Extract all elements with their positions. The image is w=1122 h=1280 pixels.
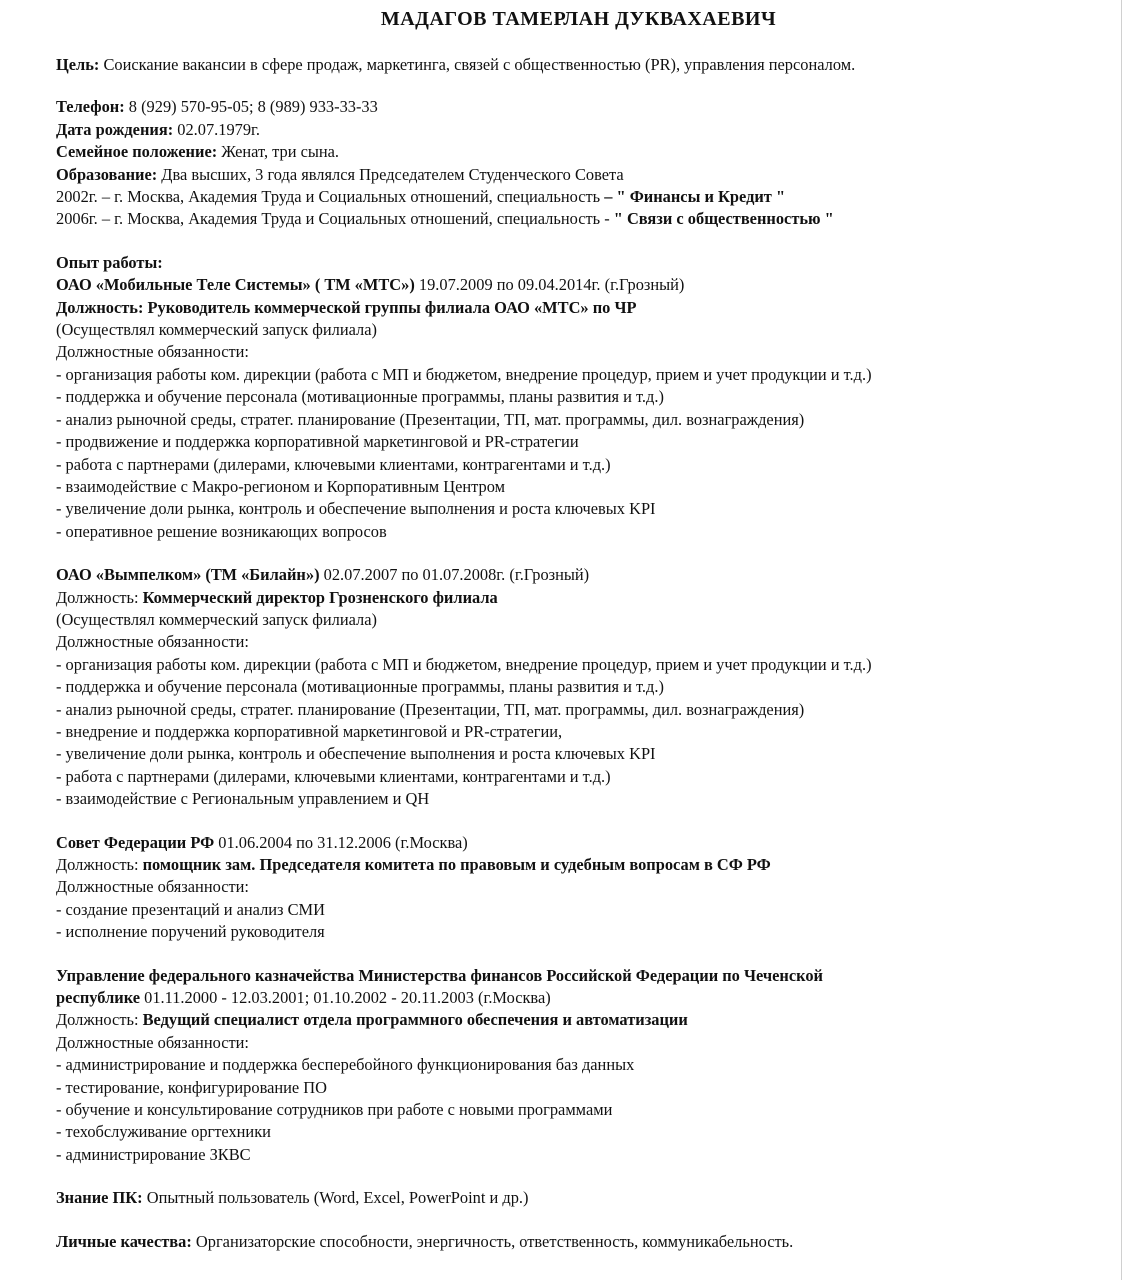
education-line xyxy=(56,164,1081,186)
birth-line xyxy=(56,119,1081,141)
job1-company-line xyxy=(56,274,1081,296)
birth-label: Дата рождения: xyxy=(56,119,174,139)
list-item: - исполнение поручений руководителя xyxy=(56,922,325,942)
list-item: - внедрение и поддержка корпоративной маркетинговой и PR-стратегии, xyxy=(56,721,563,741)
job4-company: республике xyxy=(56,988,141,1008)
education-item-text: 2006г. – г. Москва, Академия Труда и Социальных отношений, специальность - xyxy=(56,209,614,229)
education-item xyxy=(56,208,1081,230)
family-text: Женат, три сына. xyxy=(217,142,340,162)
list-item: - организация работы ком. дирекции (работа с МП и бюджетом, внедрение процедур, прием и учет продукции и т.д.) xyxy=(56,654,872,674)
goal-line xyxy=(56,54,1081,76)
job2-company-line xyxy=(56,564,1081,586)
education-item-specialty: – " Финансы и Кредит " xyxy=(604,187,786,207)
list-item: - работа с партнерами (дилерами, ключевыми клиентами, контрагентами и т.д.) xyxy=(56,454,611,474)
goal-label: Цель: xyxy=(56,55,100,74)
list-item: - техобслуживание оргтехники xyxy=(56,1122,271,1142)
list-item: - поддержка и обучение персонала (мотивационные программы, планы развития и т.д.) xyxy=(56,677,664,697)
job1-duties-label: Должностные обязанности: xyxy=(56,342,249,362)
personal-qualities-label: Личные качества: xyxy=(56,1231,192,1251)
family-line xyxy=(56,141,1081,163)
job4-position-line xyxy=(56,1009,1081,1031)
job1-position: Должность: Руководитель коммерческой группы филиала ОАО «МТС» по ЧР xyxy=(56,297,637,317)
list-item: - продвижение и поддержка корпоративной маркетинговой и PR-стратегии xyxy=(56,432,579,452)
list-item: - тестирование, конфигурирование ПО xyxy=(56,1077,327,1097)
family-label: Семейное положение: xyxy=(56,142,218,162)
experience-heading: Опыт работы: xyxy=(56,252,163,272)
job3-company-line xyxy=(56,832,1081,854)
list-item: - анализ рыночной среды, стратег. планирование (Презентации, ТП, мат. программы, дил. вознаграждения) xyxy=(56,699,805,719)
list-item: - оперативное решение возникающих вопросов xyxy=(56,521,387,541)
job4-dates: 01.11.2000 - 12.03.2001; 01.10.2002 - 20.11.2003 (г.Москва) xyxy=(140,988,551,1008)
job1-company: ОАО «Мобильные Теле Системы» ( ТМ «МТС») xyxy=(56,275,415,295)
list-item: - создание презентаций и анализ СМИ xyxy=(56,899,325,919)
birth-text: 02.07.1979г. xyxy=(173,119,260,139)
job2-duties-label: Должностные обязанности: xyxy=(56,632,249,652)
list-item: - анализ рыночной среды, стратег. планирование (Презентации, ТП, мат. программы, дил. вознаграждения) xyxy=(56,409,805,429)
list-item: - организация работы ком. дирекции (работа с МП и бюджетом, внедрение процедур, прием и учет продукции и т.д.) xyxy=(56,364,872,384)
job2-company: ОАО «Вымпелком» (ТМ «Билайн») xyxy=(56,565,320,585)
education-item xyxy=(56,186,1081,208)
job4-position: Ведущий специалист отдела программного обеспечения и автоматизации xyxy=(142,1010,688,1030)
list-item: - обучение и консультирование сотрудников при работе с новыми программами xyxy=(56,1100,613,1120)
job2-position-line xyxy=(56,587,1081,609)
education-text: Два высших, 3 года являлся Председателем Студенческого Совета xyxy=(157,164,624,184)
goal-text: Соискание вакансии в сфере продаж, маркетинга, связей с общественностью (PR), управления персоналом. xyxy=(99,55,856,74)
list-item: - взаимодействие с Региональным управлением и QH xyxy=(56,789,430,809)
job1-note: (Осуществлял коммерческий запуск филиала) xyxy=(56,320,377,340)
list-item: - взаимодействие с Макро-регионом и Корпоративным Центром xyxy=(56,476,505,496)
pc-skills-line xyxy=(56,1187,1081,1209)
personal-qualities-text: Организаторские способности, энергичность, ответственность, коммуникабельность. xyxy=(191,1231,794,1251)
phone-label: Телефон: xyxy=(56,97,125,117)
job1-dates: 19.07.2009 по 09.04.2014г. (г.Грозный) xyxy=(414,275,685,295)
job4-position-label: Должность: xyxy=(56,1010,143,1030)
list-item: - работа с партнерами (дилерами, ключевыми клиентами, контрагентами и т.д.) xyxy=(56,766,611,786)
list-item: - поддержка и обучение персонала (мотивационные программы, планы развития и т.д.) xyxy=(56,387,664,407)
job2-position: Коммерческий директор Грозненского филиала xyxy=(142,587,498,607)
job2-position-label: Должность: xyxy=(56,587,143,607)
education-label: Образование: xyxy=(56,164,158,184)
list-item: - увеличение доли рынка, контроль и обеспечение выполнения и роста ключевых KPI xyxy=(56,744,656,764)
list-item: - увеличение доли рынка, контроль и обеспечение выполнения и роста ключевых KPI xyxy=(56,499,656,519)
job3-position-line xyxy=(56,854,1081,876)
job4-duties-label: Должностные обязанности: xyxy=(56,1032,249,1052)
job4-company-line2 xyxy=(56,987,1081,1009)
phone-text: 8 (929) 570-95-05; 8 (989) 933-33-33 xyxy=(124,97,378,117)
resume-name: МАДАГОВ ТАМЕРЛАН ДУКВАХАЕВИЧ xyxy=(380,8,777,30)
job3-dates: 01.06.2004 по 31.12.2006 (г.Москва) xyxy=(214,832,468,852)
education-item-text: 2002г. – г. Москва, Академия Труда и Социальных отношений, специальность xyxy=(56,187,605,207)
list-item: - администрирование ЗКВС xyxy=(56,1144,251,1164)
job3-position-label: Должность: xyxy=(56,855,143,874)
job2-note: (Осуществлял коммерческий запуск филиала) xyxy=(56,609,377,629)
job3-position: помощник зам. Председателя комитета по правовым и судебным вопросам в СФ РФ xyxy=(142,855,771,874)
job3-company: Совет Федерации РФ xyxy=(56,832,215,852)
pc-skills-label: Знание ПК: xyxy=(56,1188,143,1208)
job3-duties-label: Должностные обязанности: xyxy=(56,877,249,897)
job4-company-line1: Управление федерального казначейства Министерства финансов Российской Федерации по Чеченской xyxy=(56,965,823,985)
education-item-specialty: " Связи с общественностью " xyxy=(613,209,834,229)
pc-skills-text: Опытный пользователь (Word, Excel, PowerPoint и др.) xyxy=(142,1188,529,1208)
personal-qualities-line xyxy=(56,1231,1081,1253)
phone-line xyxy=(56,96,1081,118)
job2-dates: 02.07.2007 по 01.07.2008г. (г.Грозный) xyxy=(319,565,590,585)
list-item: - администрирование и поддержка бесперебойного функционирования баз данных xyxy=(56,1055,635,1075)
